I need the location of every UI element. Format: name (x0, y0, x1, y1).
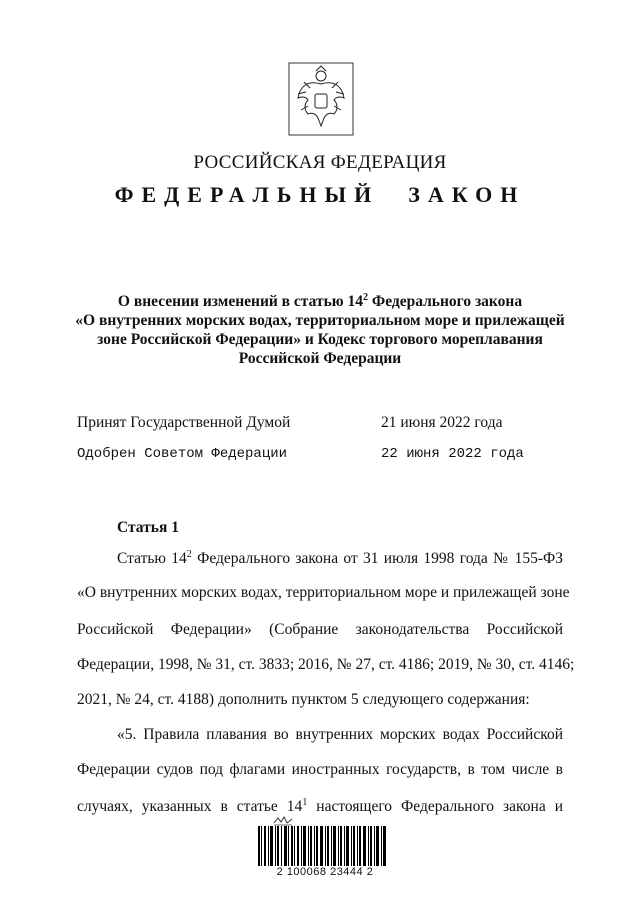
adopted-by-duma-label: Принят Государственной Думой (77, 414, 291, 431)
article-1-line: Федерации судов под флагами иностранных государств, в том числе в (77, 761, 563, 778)
article-1-line: Статью $14^2$ Федерального закона от 31 июля 1998 года № 155-ФЗ (117, 549, 563, 567)
article-1-line: Федерации, 1998, № 31, ст. 3833; 2016, № 27, ст. 4186; 2019, № 30, ст. 4146; (77, 656, 575, 673)
barcode-number: 2 100068 23444 2 (276, 866, 374, 878)
article-1-line: Российской Федерации» (Собрание законодательства Российской (77, 621, 563, 638)
article-1-line: «О внутренних морских водах, территориальном море и прилежащей зоне (77, 584, 570, 601)
approved-by-council-date: 22 июня 2022 года (381, 446, 524, 462)
law-type-word1: ФЕДЕРАЛЬНЫЙ (114, 182, 380, 207)
title-line-4: Российской Федерации (238, 350, 402, 367)
title-line-3: зоне Российской Федерации» и Кодекс торгового мореплавания (97, 331, 543, 348)
approved-by-council-label: Одобрен Советом Федерации (77, 446, 288, 462)
document-type-heading (0, 182, 640, 208)
country-heading: РОССИЙСКАЯ ФЕДЕРАЦИЯ (193, 152, 447, 173)
article-1-line: случаях, указанных в статье $14^1$ настоящего Федерального закона и (77, 797, 564, 815)
barcode (258, 826, 386, 866)
law-type-word2: ЗАКОН (408, 182, 526, 207)
article-1-heading: Статья 1 (117, 519, 179, 536)
coat-of-arms-emblem (288, 62, 354, 136)
title-line-1: О внесении изменений в статью $14^2$ Федерального закона (117, 292, 523, 310)
law-title (60, 288, 580, 368)
adopted-by-duma-date: 21 июня 2022 года (381, 414, 503, 431)
title-line-2: «О внутренних морских водах, территориальном море и прилежащей (75, 312, 565, 329)
article-1-line: «5. Правила плавания во внутренних морских водах Российской (117, 726, 563, 743)
article-1-line: 2021, № 24, ст. 4188) дополнить пунктом 5 следующего содержания: (77, 691, 530, 708)
